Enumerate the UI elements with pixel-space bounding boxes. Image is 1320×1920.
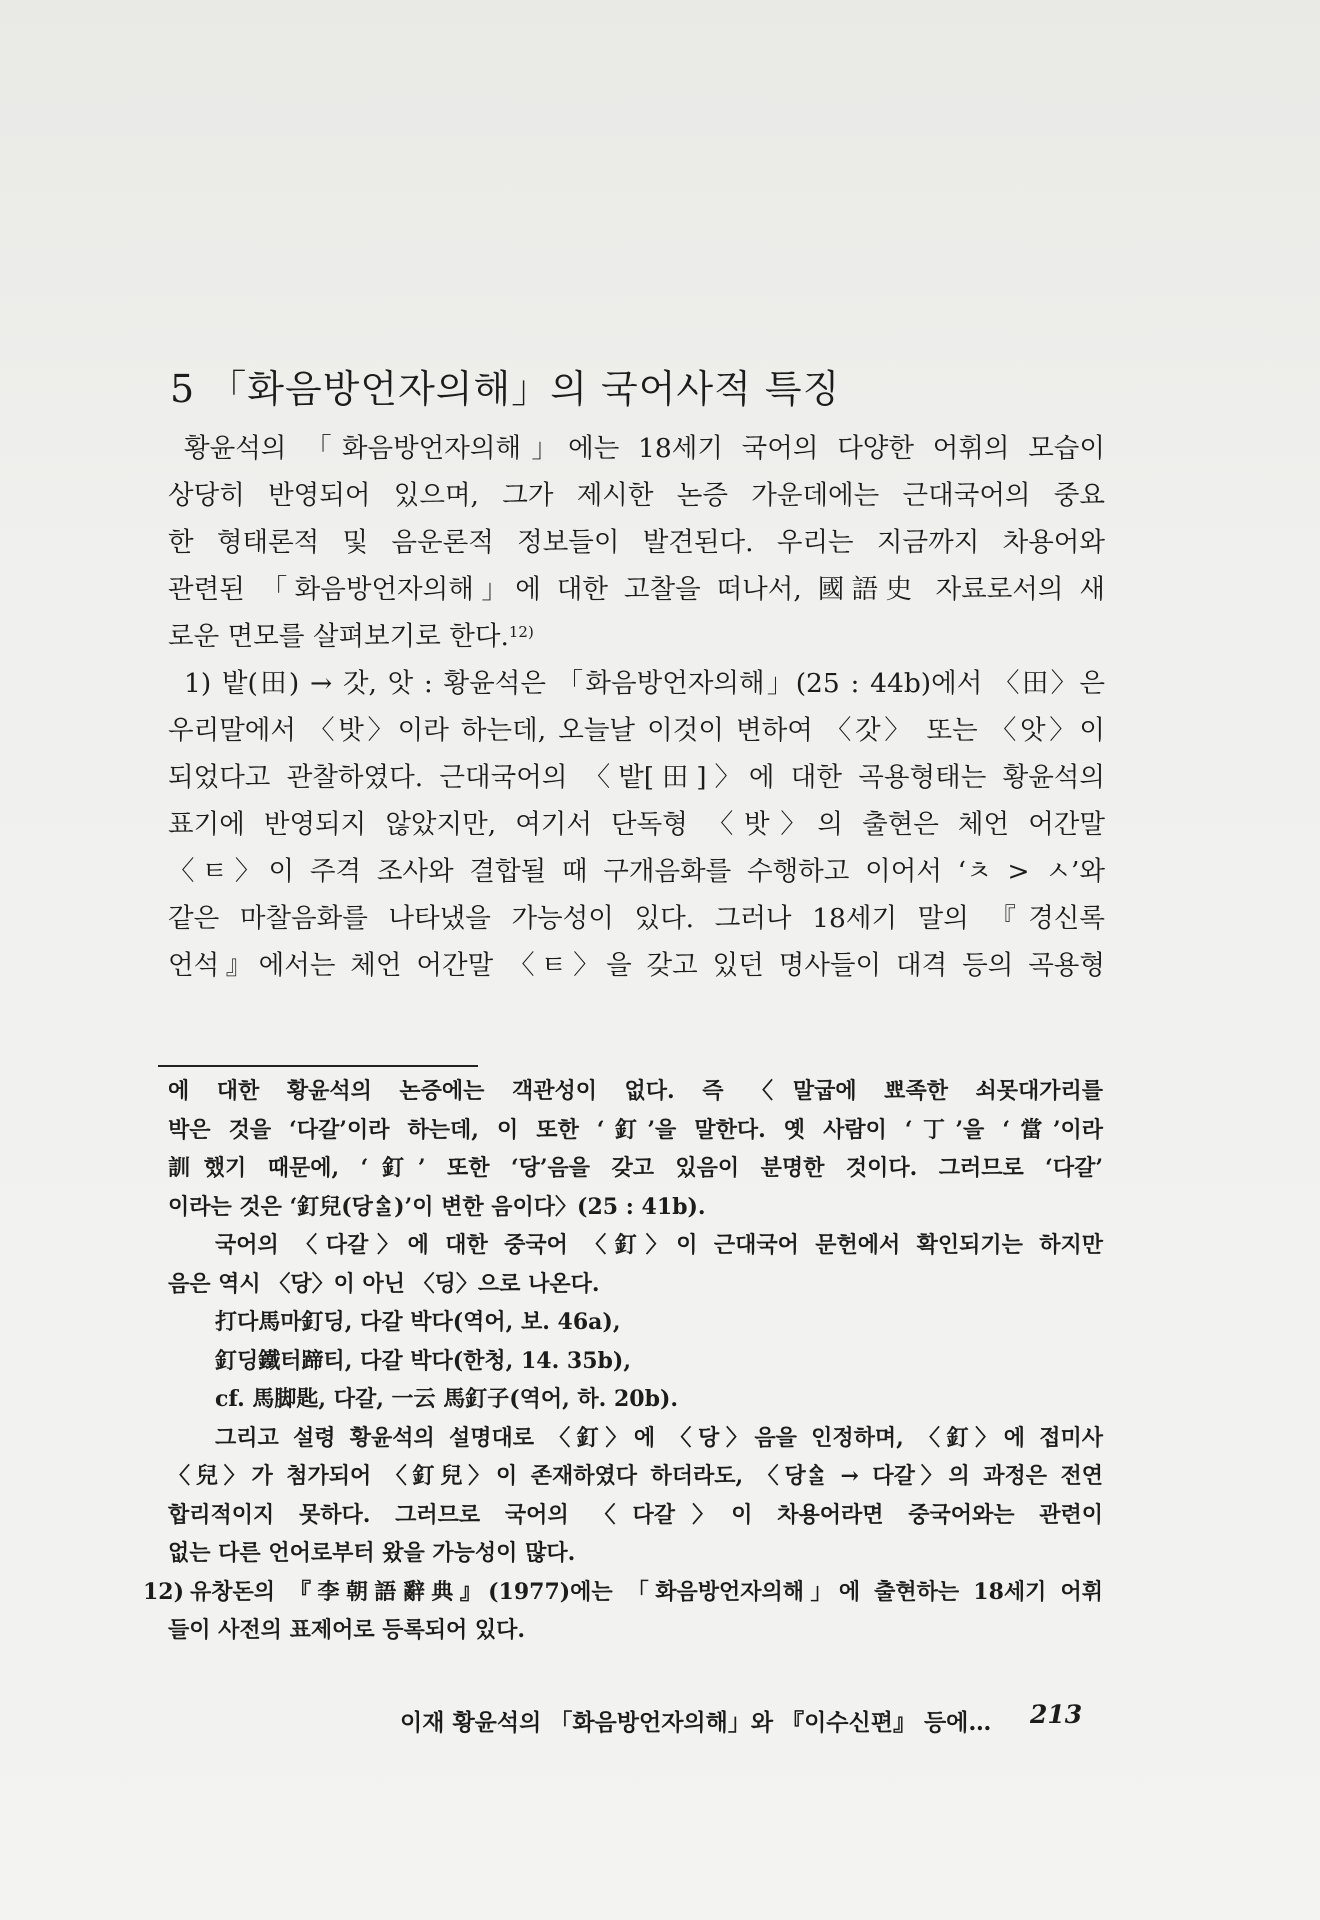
text-line: 황윤석의 「화음방언자의해」에는 18세기 국어의 다양한 어휘의 모습이 bbox=[184, 433, 1105, 464]
text-line: 언석』에서는 체언 어간말 〈ㅌ〉을 갖고 있던 명사들이 대격 등의 곡용형 bbox=[168, 950, 1105, 981]
text-line: 표기에 반영되지 않았지만, 여기서 단독형 〈밧〉의 출현은 체언 어간말 bbox=[168, 809, 1105, 840]
footnote-line: 〈兒〉가 첨가되어 〈釘兒〉이 존재하였다 하더라도, 〈당ᅀᆞᆯ → 다갈〉의 과정은 전연 bbox=[168, 1463, 1103, 1489]
page-number: 213 bbox=[1030, 1700, 1083, 1729]
text-line: 관련된 「화음방언자의해」에 대한 고찰을 떠나서, 國語史 자료로서의 새 bbox=[168, 574, 1105, 605]
text-line-last bbox=[168, 613, 1105, 660]
text-line: 〈ㅌ〉이 주격 조사와 결합될 때 구개음화를 수행하고 이어서 ‘ㅊ > ㅅ’와 bbox=[168, 856, 1105, 887]
footnotes bbox=[143, 1072, 1103, 1650]
footnote-line: 들이 사전의 표제어로 등록되어 있다. bbox=[168, 1617, 526, 1643]
paragraph-item-1 bbox=[168, 660, 1105, 989]
text-line: 우리말에서 〈밧〉이라 하는데, 오늘날 이것이 변하여 〈갓〉 또는 〈앗〉이 bbox=[168, 715, 1105, 746]
footnote-12 bbox=[143, 1573, 1103, 1612]
footnote-line: 에 대한 황윤석의 논증에는 객관성이 없다. 즉 〈말굽에 뾰족한 쇠못대가리를 bbox=[168, 1078, 1103, 1104]
footnote-line: 없는 다른 언어로부터 왔을 가능성이 많다. bbox=[168, 1540, 576, 1566]
footnote-example: 打다馬마釘딩, 다갈 박다(역어, 보. 46a), bbox=[215, 1309, 621, 1335]
text-line: 로운 면모를 살펴보기로 한다. bbox=[168, 621, 509, 652]
footnote-line: 합리적이지 못하다. 그러므로 국어의 〈다갈〉이 차용어라면 중국어와는 관련이 bbox=[168, 1501, 1103, 1528]
footnote-divider bbox=[158, 1065, 478, 1067]
footnote-line: 국어의 〈다갈〉에 대한 중국어 〈釘〉이 근대국어 문헌에서 확인되기는 하지만 bbox=[215, 1232, 1103, 1258]
section-title: 5 「화음방언자의해」의 국어사적 특징 bbox=[170, 366, 841, 411]
text-line: 한 형태론적 및 음운론적 정보들이 발견된다. 우리는 지금까지 차용어와 bbox=[168, 527, 1105, 558]
footnote-line: 박은 것을 ‘다갈’이라 하는데, 이 또한 ‘釘’을 말한다. 옛 사람이 ‘丁’을 ‘當’이라 bbox=[168, 1116, 1103, 1143]
footnote-line: 訓했기 때문에, ‘釘’ 또한 ‘당’음을 갖고 있음이 분명한 것이다. 그러므로 ‘다갈’ bbox=[168, 1155, 1103, 1181]
text-line: 1) 밭(田) → 갓, 앗 : 황윤석은 「화음방언자의해」(25 : 44b)에서 〈田〉은 bbox=[184, 668, 1105, 699]
footnote-line: 이라는 것은 ‘釘兒(당ᅀᆞᆯ)’이 변한 음이다〉(25 : 41b). bbox=[168, 1193, 706, 1220]
text-line: 상당히 반영되어 있으며, 그가 제시한 논증 가운데에는 근대국어의 중요 bbox=[168, 480, 1105, 511]
footnote-ref-12[interactable]: 12) bbox=[508, 623, 534, 641]
text-line: 같은 마찰음화를 나타냈을 가능성이 있다. 그러나 18세기 말의 『경신록 bbox=[168, 903, 1105, 934]
footnote-line: 음은 역시 〈당〉이 아닌 〈딩〉으로 나온다. bbox=[168, 1270, 600, 1297]
footnote-example: cf. 馬脚匙, 다갈, 一云 馬釘子(역어, 하. 20b). bbox=[215, 1386, 679, 1412]
footnote-label: 12) bbox=[143, 1578, 185, 1605]
running-footer: 이재 황윤석의 「화음방언자의해」와 『이수신편』 등에… bbox=[400, 1709, 992, 1736]
footnote-line: 유창돈의 『李朝語辭典』(1977)에는 「화음방언자의해」에 출현하는 18세기 어휘 bbox=[190, 1578, 1103, 1605]
body-text bbox=[168, 425, 1105, 989]
text-line: 되었다고 관찰하였다. 근대국어의 〈밭[田]〉에 대한 곡용형태는 황윤석의 bbox=[168, 762, 1105, 793]
footnote-example: 釘딩鐵터蹄티, 다갈 박다(한청, 14. 35b), bbox=[215, 1347, 631, 1374]
paragraph-intro bbox=[168, 425, 1105, 660]
footnote-line: 그리고 설령 황윤석의 설명대로 〈釘〉에 〈당〉음을 인정하며, 〈釘〉에 접미사 bbox=[215, 1424, 1103, 1451]
